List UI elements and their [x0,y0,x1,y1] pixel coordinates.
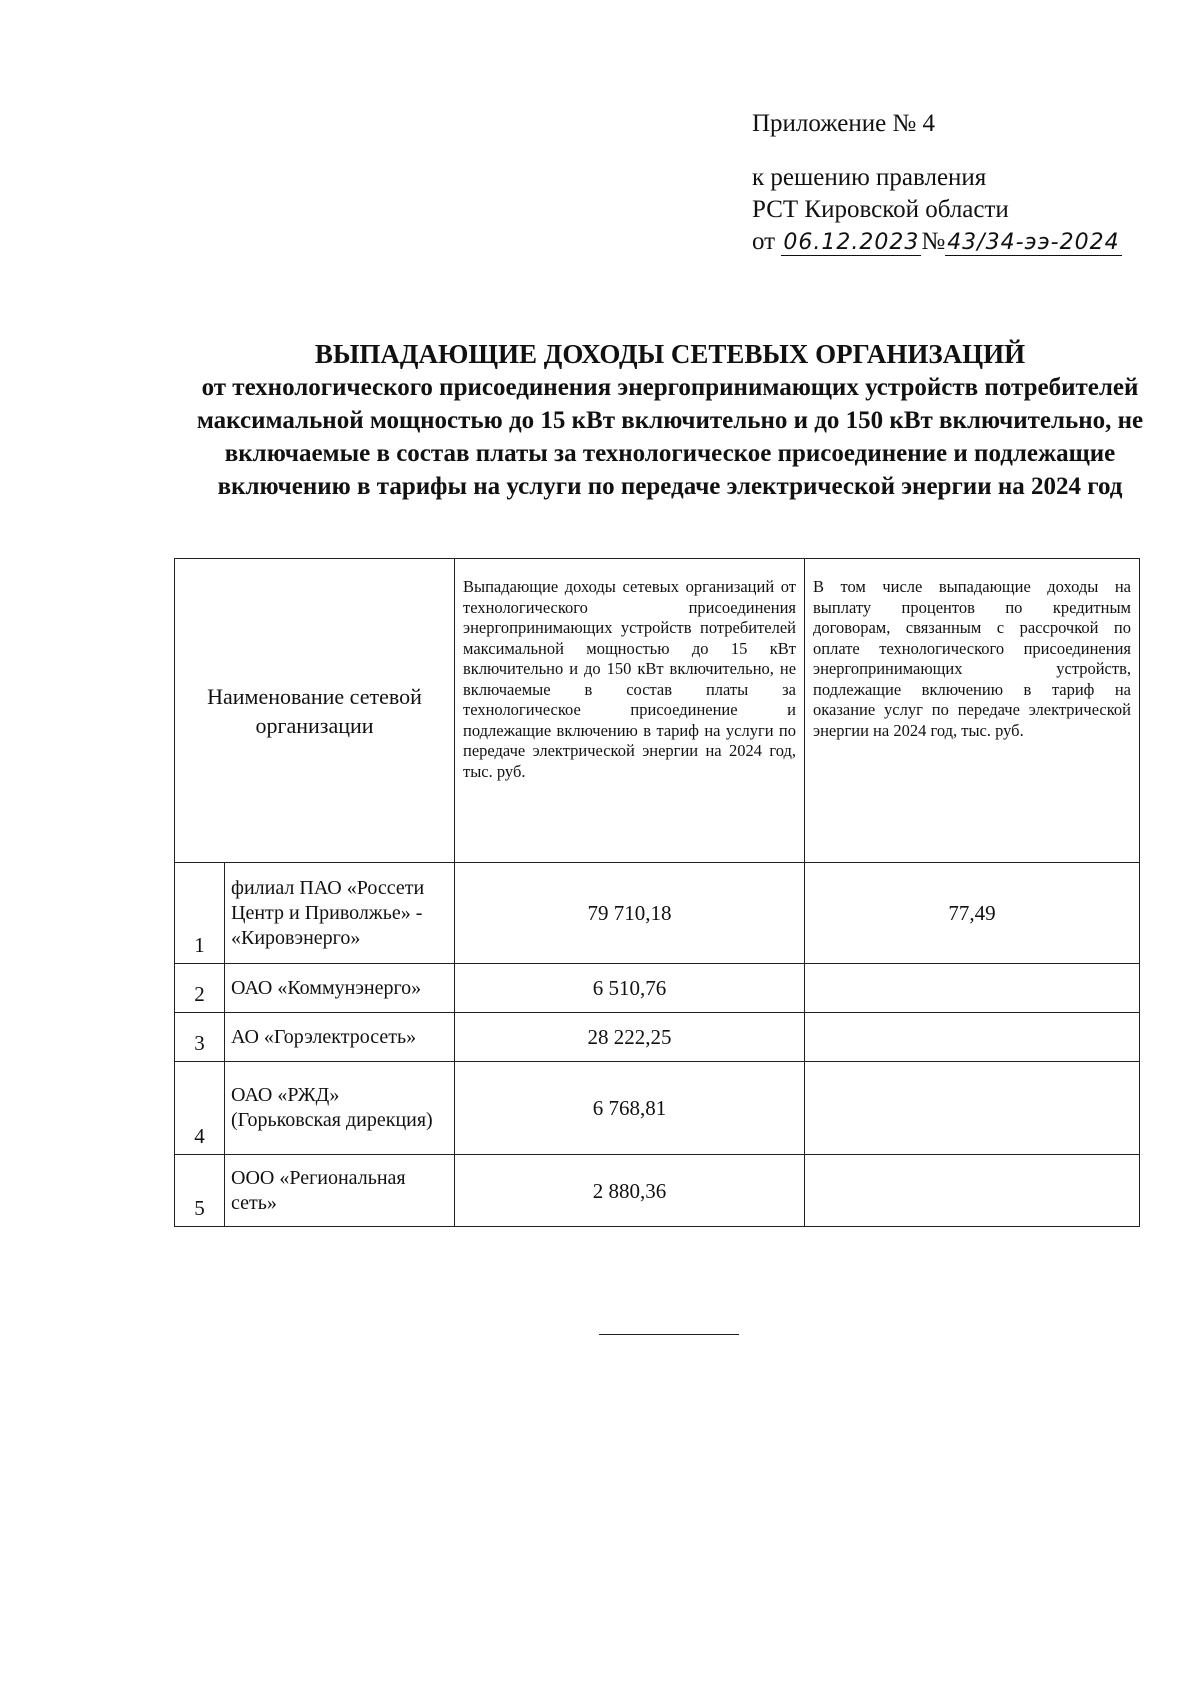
row-interest [805,1013,1140,1062]
row-interest [805,964,1140,1013]
row-number: 2 [175,964,225,1013]
row-organization: филиал ПАО «Россети Центр и Приволжье» - «Кировэнерго» [225,863,455,964]
row-income: 6 768,81 [455,1062,805,1155]
row-interest [805,1062,1140,1155]
row-interest: 77,49 [805,863,1140,964]
appendix-from-label: от [752,228,776,255]
row-number: 4 [175,1062,225,1155]
header-interest: В том числе выпадающие доходы на выплату процентов по кредитным договорам, связанным с рассрочкой по оплате технологического присоединения энергопринимающих устройств, подлежащие включению в тариф на оказание услуг по передаче электрической энергии на 2024 год, тыс. руб. [805,559,1140,863]
header-org-name: Наименование сетевой организации [175,559,455,863]
appendix-line-decision: к решению правления [752,164,987,191]
table-row [175,1013,1140,1062]
row-income: 6 510,76 [455,964,805,1013]
row-income: 79 710,18 [455,863,805,964]
row-income: 28 222,25 [455,1013,805,1062]
row-income: 2 880,36 [455,1155,805,1227]
row-number: 1 [175,863,225,964]
row-organization: АО «Горэлектросеть» [225,1013,455,1062]
row-number: 5 [175,1155,225,1227]
table-row [175,1155,1140,1227]
row-interest [805,1155,1140,1227]
heading-subtitle: от технологического присоединения энергопринимающих устройств потребителей максимальной мощностью до 15 кВт включительно и до 150 кВт включительно, не включаемые в состав платы за технологическое присоединение и подлежащие включению в тарифы на услуги по передаче электрической энергии на 2024 год [196,374,1144,500]
row-organization: ОАО «Коммунэнерго» [225,964,455,1013]
row-organization: ОАО «РЖД» (Горьковская дирекция) [225,1062,455,1155]
closing-separator-line [599,1334,739,1335]
row-organization: ООО «Региональная сеть» [225,1155,455,1227]
revenue-table [174,558,1140,1227]
appendix-line-date-number [752,226,1172,258]
row-number: 3 [175,1013,225,1062]
document-heading [175,337,1165,503]
appendix-line-authority: РСТ Кировской области [752,196,1009,223]
handwritten-number: 43/34-ээ-2024 [947,230,1120,255]
handwritten-date: 06.12.2023 [783,230,920,255]
heading-title: ВЫПАДАЮЩИЕ ДОХОДЫ СЕТЕВЫХ ОРГАНИЗАЦИЙ [314,339,1026,369]
table-row [175,1062,1140,1155]
number-sign: № [921,228,946,255]
table-row [175,863,1140,964]
table-header-row [175,559,1140,863]
header-income: Выпадающие доходы сетевых организаций от технологического присоединения энергопринимающих устройств потребителей максимальной мощностью до 15 кВт включительно и до 150 кВт включительно, не включаемые в состав платы за технологическое присоединение и подлежащие включению в тариф на услуги по передаче электрической энергии на 2024 год, тыс. руб. [455,559,805,863]
appendix-block [752,108,1172,258]
appendix-title: Приложение № 4 [752,110,936,137]
table-row [175,964,1140,1013]
